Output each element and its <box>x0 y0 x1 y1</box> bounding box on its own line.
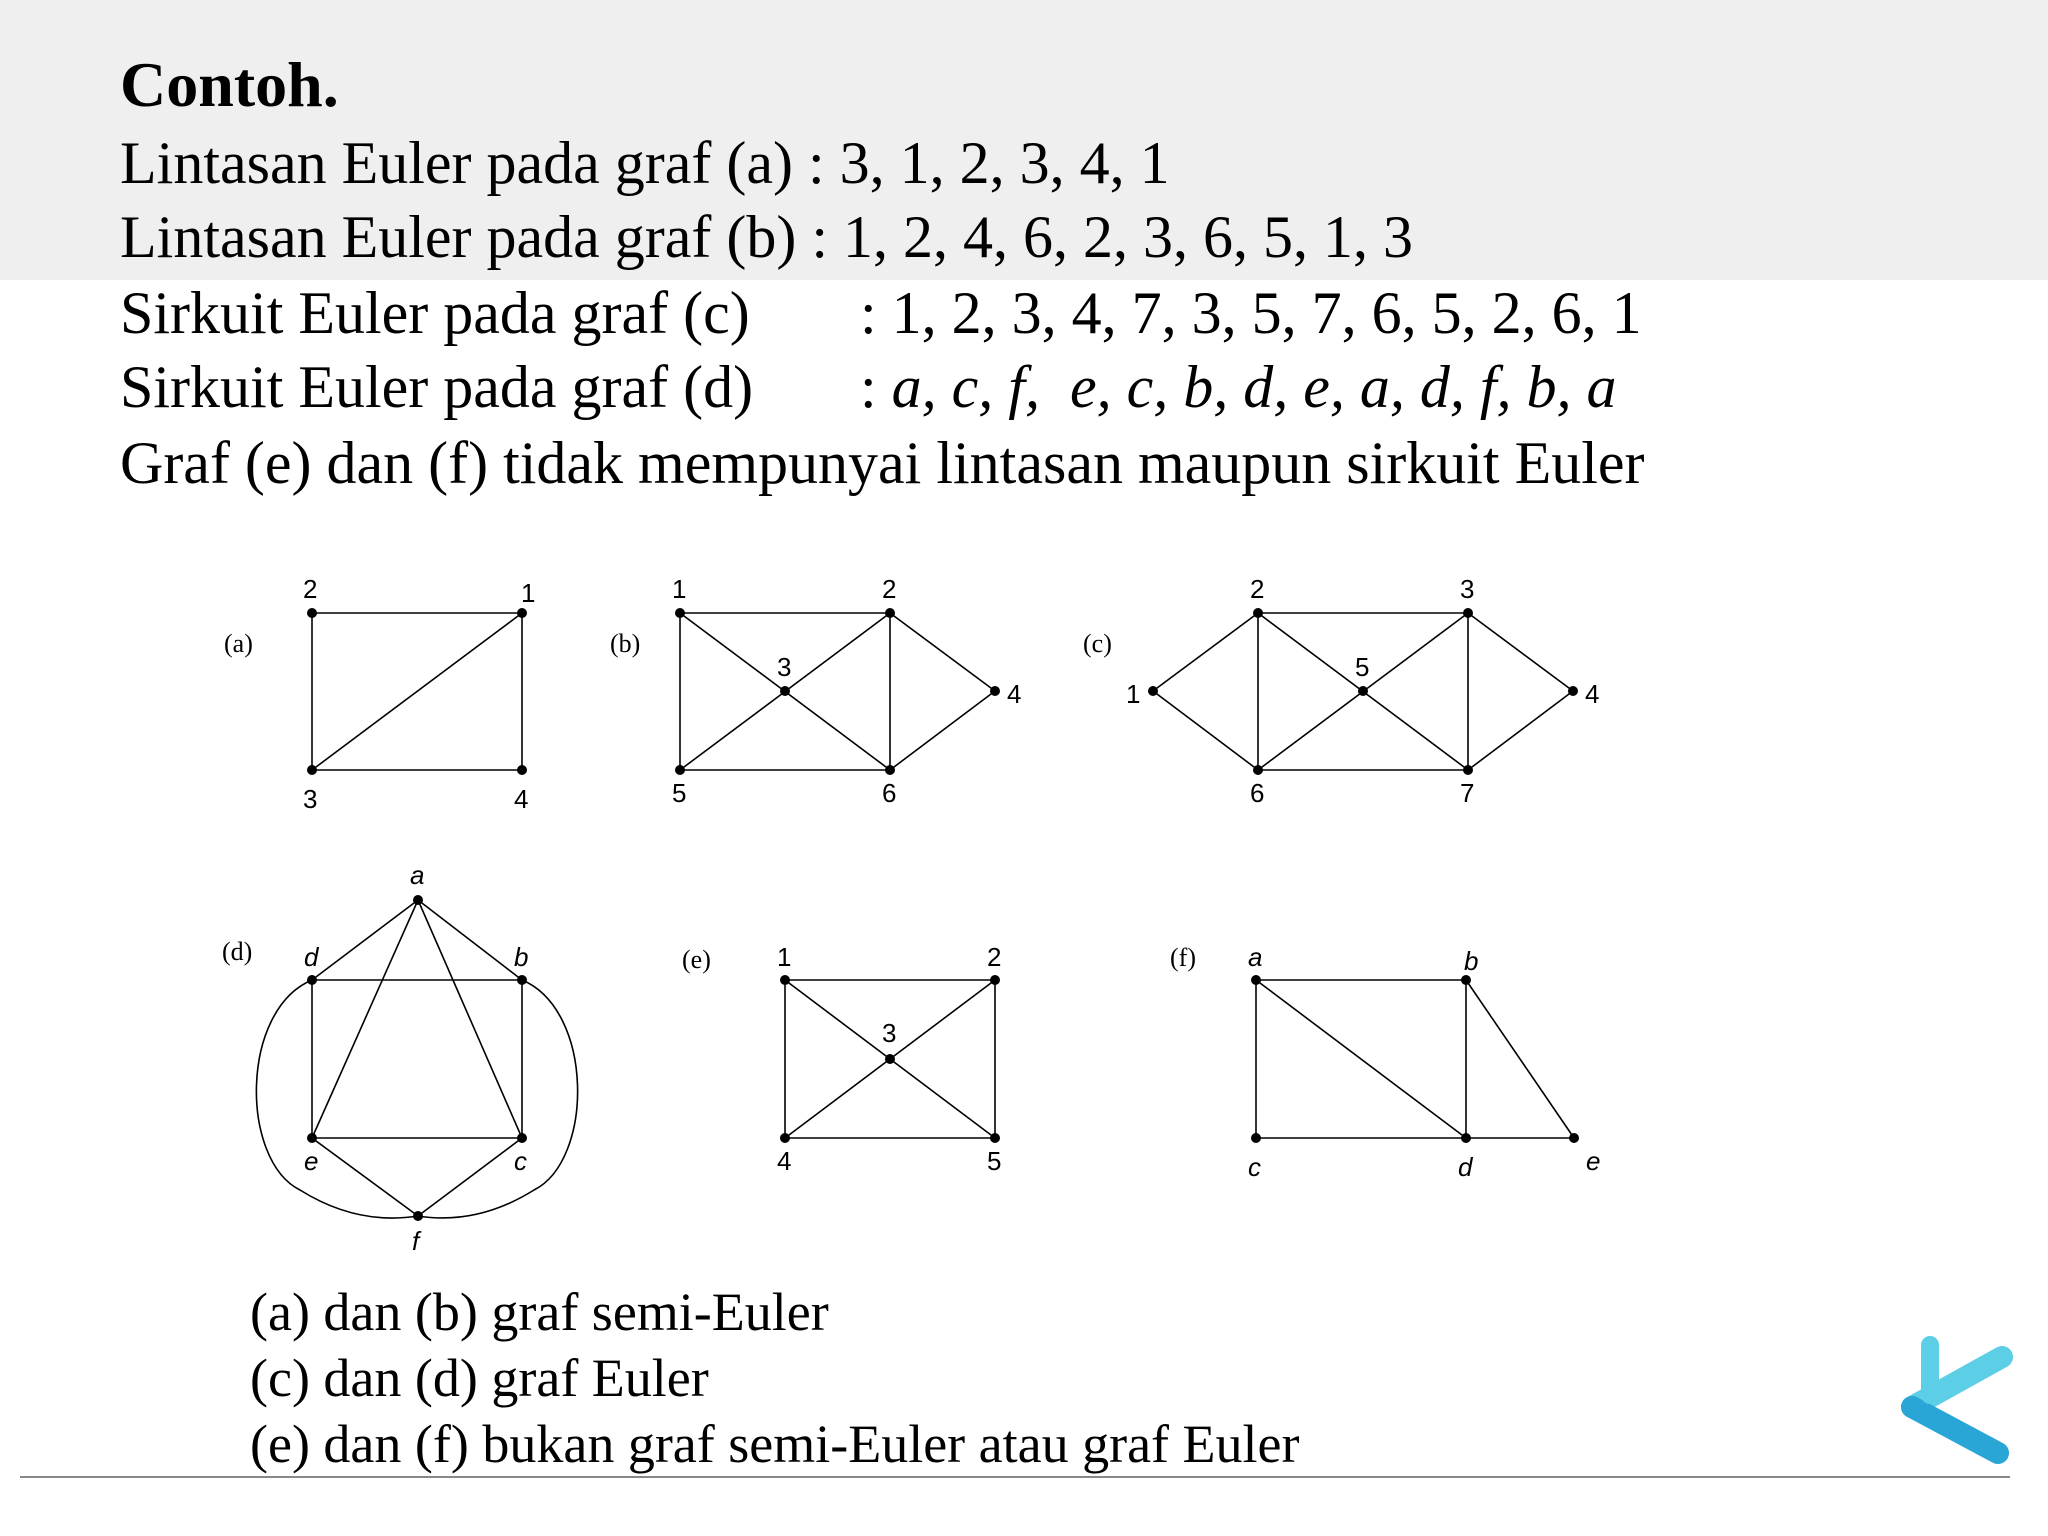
vertex-label: 4 <box>1007 679 1022 709</box>
vertex-label: c <box>514 1146 527 1176</box>
vertex-label: 1 <box>672 574 687 604</box>
statement-label: Lintasan Euler pada graf (b) <box>120 204 797 270</box>
page-title: Contoh. <box>120 49 339 120</box>
graph-f <box>1170 942 1600 1182</box>
vertex-label: 5 <box>987 1146 1002 1176</box>
graph-caption: (f) <box>1170 943 1196 972</box>
vertex-label: a <box>1248 942 1263 972</box>
statement-sep: : <box>811 204 829 270</box>
vertex-label: e <box>1586 1146 1601 1176</box>
graph-a <box>224 574 535 814</box>
graph-caption: (d) <box>222 937 253 966</box>
graph-caption: (c) <box>1083 629 1112 658</box>
vertex-label: 7 <box>1460 778 1475 808</box>
vertex-label: 4 <box>514 784 529 814</box>
statement-label: Sirkuit Euler pada graf (c) <box>120 280 750 346</box>
summary-line-1: (a) dan (b) graf semi-Euler <box>250 1282 829 1342</box>
vertex-label: 5 <box>1355 652 1370 682</box>
statement-sep: : <box>807 130 825 196</box>
bottom-divider <box>20 1476 2010 1478</box>
statement-value: 1, 2, 4, 6, 2, 3, 6, 5, 1, 3 <box>843 204 1414 270</box>
vertex-label: 4 <box>777 1146 792 1176</box>
vertex-label: 3 <box>1460 574 1475 604</box>
brand-logo-icon <box>1890 1335 2020 1465</box>
graph-b <box>610 574 1021 808</box>
vertex-label: e <box>304 1146 319 1176</box>
statement-label: Sirkuit Euler pada graf (d) <box>120 354 754 420</box>
vertex-label: d <box>1458 1152 1473 1182</box>
statement-value: a, c, f, e, c, b, d, e, a, d, f, b, a <box>891 354 1617 420</box>
vertex-label: 5 <box>672 778 687 808</box>
statement-sep: : <box>860 354 877 420</box>
statement-sep: : <box>860 280 877 346</box>
vertex-label: b <box>1464 946 1479 976</box>
graph-caption: (b) <box>610 629 641 658</box>
vertex-label: 1 <box>1126 679 1141 709</box>
vertex-label: 2 <box>987 942 1002 972</box>
summary-line-3: (e) dan (f) bukan graf semi-Euler atau graf Euler <box>250 1414 1300 1474</box>
vertex-label: 1 <box>521 578 536 608</box>
vertex-label: 6 <box>882 778 897 808</box>
graph-caption: (a) <box>224 629 253 658</box>
graph-c <box>1083 574 1599 808</box>
statement-label: Lintasan Euler pada graf (a) <box>120 130 793 196</box>
vertex-label: c <box>1248 1152 1261 1182</box>
graph-e <box>682 942 1001 1176</box>
note: Graf (e) dan (f) tidak mempunyai lintasan maupun sirkuit Euler <box>120 430 1645 496</box>
vertex-label: f <box>412 1226 420 1256</box>
graph-d <box>222 860 578 1256</box>
vertex-label: 3 <box>777 652 792 682</box>
statement-value: 1, 2, 3, 4, 7, 3, 5, 7, 6, 5, 2, 6, 1 <box>891 280 1642 346</box>
vertex-label: 1 <box>777 942 792 972</box>
summary-line-2: (c) dan (d) graf Euler <box>250 1348 709 1408</box>
vertex-label: b <box>514 942 529 972</box>
graph-caption: (e) <box>682 945 711 974</box>
vertex-label: 2 <box>1250 574 1265 604</box>
vertex-label: 3 <box>303 784 318 814</box>
statement-value: 3, 1, 2, 3, 4, 1 <box>839 130 1170 196</box>
vertex-label: 6 <box>1250 778 1265 808</box>
vertex-label: 2 <box>303 574 318 604</box>
vertex-label: 3 <box>882 1018 897 1048</box>
vertex-label: d <box>304 942 319 972</box>
vertex-label: a <box>410 860 425 890</box>
vertex-label: 2 <box>882 574 897 604</box>
vertex-label: 4 <box>1585 679 1600 709</box>
